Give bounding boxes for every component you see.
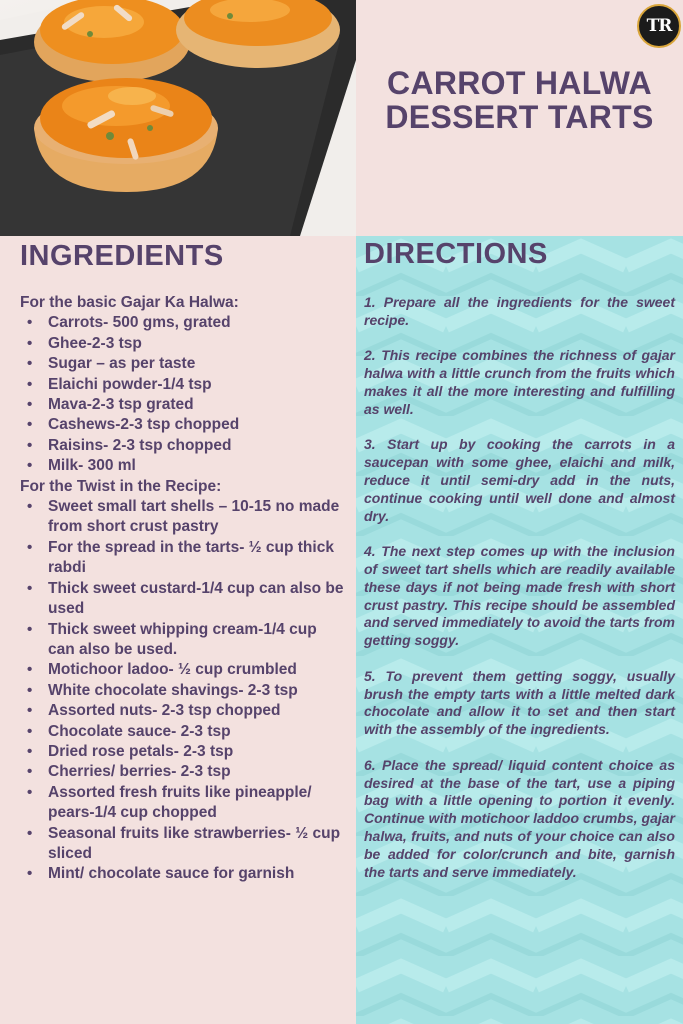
bullet-icon: •: [27, 334, 33, 352]
ingredient-item: [27, 681, 346, 701]
ingredient-text: Elaichi powder-1/4 tsp: [48, 375, 212, 393]
bullet-icon: •: [27, 498, 33, 516]
ingredient-item: [27, 722, 346, 742]
ingredient-text: Assorted nuts- 2-3 tsp chopped: [48, 702, 281, 720]
ingredient-item: [27, 660, 346, 680]
ingredient-item: [27, 579, 346, 620]
ingredient-text: Cherries/ berries- 2-3 tsp: [48, 763, 231, 781]
ingredient-text: Thick sweet custard-1/4 cup can also be used: [48, 579, 344, 618]
bullet-icon: •: [27, 661, 33, 679]
ingredient-text: Motichoor ladoo- ½ cup crumbled: [48, 661, 297, 679]
ingredient-item: [27, 824, 346, 865]
bullet-icon: •: [27, 457, 33, 475]
ingredient-item: [27, 375, 346, 395]
ingredient-group-heading: For the basic Gajar Ka Halwa:: [20, 294, 239, 311]
bullet-icon: •: [27, 375, 33, 393]
ingredient-text: Seasonal fruits like strawberries- ½ cup sliced: [48, 824, 341, 862]
direction-step: 2. This recipe combines the richness of gajar halwa with a little crunch from the fruits which makes it all the more interesting and fulfilling as well.: [364, 347, 675, 417]
direction-steps: [364, 294, 675, 881]
ingredient-item: [27, 334, 346, 354]
ingredient-item: [27, 313, 346, 333]
ingredient-text: Dried rose petals- 2-3 tsp: [48, 742, 234, 760]
direction-step: 3. Start up by cooking the carrots in a saucepan with some ghee, elaichi and milk, reduce it until semi-dry add in the nuts, continue cooking until well done and almost dry.: [364, 436, 675, 524]
bullet-icon: •: [27, 579, 33, 597]
bullet-icon: •: [27, 538, 33, 556]
bullet-icon: •: [27, 865, 33, 883]
ingredients-section: [0, 236, 356, 1024]
bullet-icon: •: [27, 681, 33, 699]
ingredient-text: Mava-2-3 tsp grated: [48, 396, 194, 414]
direction-step: 1. Prepare all the ingredients for the sweet recipe.: [364, 294, 675, 328]
bullet-icon: •: [27, 824, 33, 842]
ingredient-list: [20, 313, 346, 476]
bullet-icon: •: [27, 396, 33, 414]
direction-step: 5. To prevent them getting soggy, usually brush the empty tarts with a little melted dark chocolate and allow it to set and then start with the assembly of the ingredients.: [364, 667, 675, 738]
ingredient-item: [27, 620, 346, 661]
ingredient-group-heading: For the Twist in the Recipe:: [20, 477, 222, 495]
ingredient-item: [27, 538, 346, 579]
ingredients-heading: INGREDIENTS: [20, 240, 224, 272]
bullet-icon: •: [27, 314, 33, 332]
bullet-icon: •: [27, 416, 33, 434]
bullet-icon: •: [27, 702, 33, 720]
ingredient-item: [27, 701, 346, 721]
tarts-illustration: [0, 0, 356, 236]
ingredient-groups: [20, 293, 346, 885]
ingredient-text: Sugar – as per taste: [48, 355, 196, 373]
bullet-icon: •: [27, 783, 33, 801]
ingredient-item: [27, 456, 346, 476]
ingredient-item: [27, 497, 346, 538]
ingredient-text: For the spread in the tarts- ½ cup thick rabdi: [48, 538, 334, 577]
ingredient-text: White chocolate shavings- 2-3 tsp: [48, 681, 298, 699]
ingredient-item: [27, 783, 346, 824]
directions-heading: DIRECTIONS: [364, 238, 548, 270]
ingredient-text: Thick sweet whipping cream-1/4 cup can also be used.: [48, 620, 317, 658]
ingredient-text: Milk- 300 ml: [48, 457, 136, 475]
ingredient-text: Assorted fresh fruits like pineapple/ pears-1/4 cup chopped: [48, 783, 312, 822]
ingredient-item: [27, 436, 346, 456]
ingredient-item: [27, 762, 346, 782]
ingredient-list: [20, 497, 346, 885]
ingredient-item: [27, 395, 346, 415]
bullet-icon: •: [27, 436, 33, 454]
bullet-icon: •: [27, 763, 33, 781]
ingredient-item: [27, 415, 346, 435]
bullet-icon: •: [27, 722, 33, 740]
ingredient-text: Ghee-2-3 tsp: [48, 334, 142, 352]
title-panel: [356, 0, 683, 236]
direction-step: 4. The next step comes up with the inclusion of sweet tart shells which are readily available these days if not being made fresh with short crust pastry. This recipe should be assembled and served immediately to avoid the tarts from getting soggy.: [364, 543, 675, 649]
dessert-tarts-photo: [0, 0, 356, 236]
ingredient-text: Chocolate sauce- 2-3 tsp: [48, 722, 231, 740]
bullet-icon: •: [27, 620, 33, 638]
ingredient-text: Carrots- 500 gms, grated: [48, 314, 231, 332]
bullet-icon: •: [27, 742, 33, 760]
tr-logo: TR: [637, 4, 681, 48]
ingredient-item: [27, 864, 346, 884]
ingredient-item: [27, 354, 346, 374]
ingredient-item: [27, 742, 346, 762]
ingredient-text: Raisins- 2-3 tsp chopped: [48, 436, 232, 454]
recipe-title: CARROT HALWA DESSERT TARTS: [385, 65, 654, 135]
direction-step: 6. Place the spread/ liquid content choice as desired at the base of the tart, use a piping bag with a little opening to portion it evenly. Continue with motichoor laddoo crumbs, gajar halwa, fruits, and nuts of your choice can also be added for color/crunch and bite, garnish the tarts and serve immediately.: [364, 756, 675, 880]
ingredient-text: Cashews-2-3 tsp chopped: [48, 416, 240, 434]
directions-section: [356, 236, 683, 1024]
ingredient-text: Sweet small tart shells – 10-15 no made from short crust pastry: [48, 498, 340, 536]
bullet-icon: •: [27, 355, 33, 373]
ingredient-text: Mint/ chocolate sauce for garnish: [48, 865, 295, 883]
